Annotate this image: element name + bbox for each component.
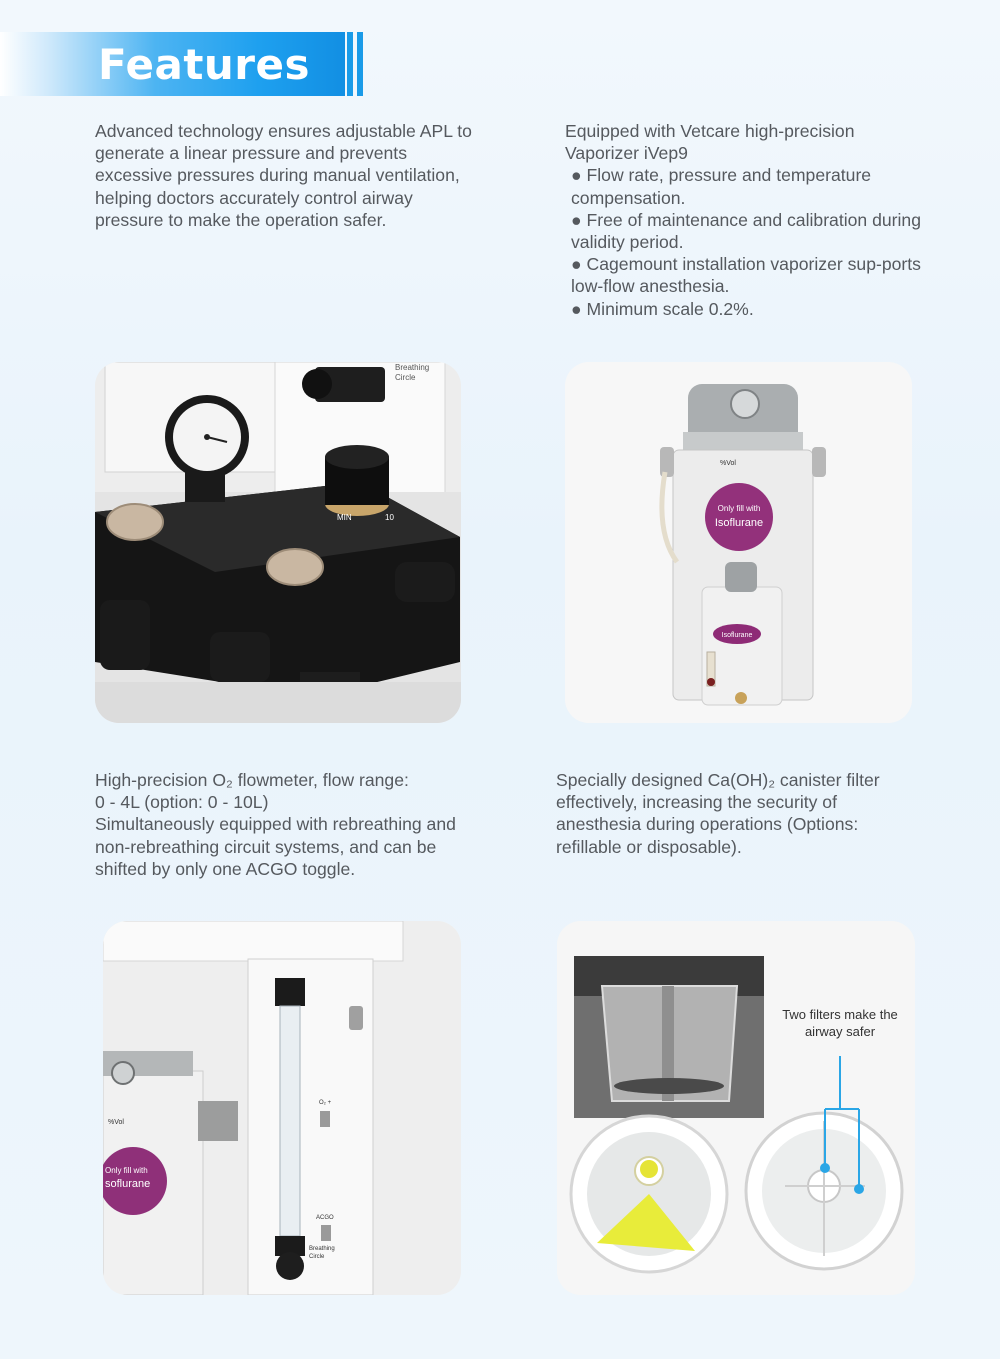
- vol-label: %Vol: [108, 1119, 124, 1126]
- vaporizer-bullet: ● Flow rate, pressure and temperature compensation.: [571, 165, 872, 208]
- circle-label: Circle: [309, 1254, 325, 1260]
- flowmeter-line: High-precision O₂ flowmeter, flow range:: [95, 770, 409, 790]
- ten-label: 10: [385, 513, 394, 522]
- vaporizer-photo: [565, 362, 912, 723]
- page-title: Features: [98, 40, 310, 89]
- banner-accent-bar: [347, 32, 353, 96]
- o2-label: O₂ +: [319, 1100, 332, 1106]
- min-label: MIN: [337, 513, 352, 522]
- flowmeter-line: 0 - 4L (option: 0 - 10L): [95, 792, 269, 813]
- vaporizer-bullet: ● Minimum scale 0.2%.: [571, 298, 754, 319]
- canister-text: Specially designed Ca(OH)₂ canister filter effectively, increasing the security of anesthesia during operations (Options: refillable or disposable).: [556, 770, 880, 857]
- only-fill-label: Only fill with: [717, 504, 761, 513]
- canister-description: [556, 769, 916, 858]
- flowmeter-line: Simultaneously equipped with rebreathing and non-rebreathing circuit systems, and can be shifted by only one ACGO toggle.: [95, 814, 456, 879]
- apl-valve-photo: [95, 362, 461, 723]
- apl-text: Advanced technology ensures adjustable APL to generate a linear pressure and prevents excessive pressures during manual ventilation, helping doctors accurately control airway pressure to make the operation safer.: [95, 121, 472, 230]
- isoflurane-small-label: Isoflurane: [721, 632, 753, 639]
- breathing-label: Breathing: [395, 363, 430, 372]
- filters-callout: Two filters make the airway safer: [782, 1007, 898, 1039]
- acgo-label: ACGO: [316, 1215, 334, 1221]
- apl-description: [95, 120, 475, 231]
- breathing-label: Breathing: [309, 1246, 335, 1252]
- vaporizer-description: [565, 120, 925, 320]
- flowmeter-photo: [103, 921, 461, 1295]
- flowmeter-description: [95, 769, 475, 880]
- vaporizer-bullet: ● Free of maintenance and calibration during validity period.: [571, 209, 922, 253]
- banner-accent-bar: [357, 32, 363, 96]
- circle-label: Circle: [395, 373, 416, 382]
- vaporizer-bullet: ● Cagemount installation vaporizer sup-ports low-flow anesthesia.: [571, 254, 921, 297]
- canister-photo: [557, 921, 915, 1295]
- vol-label: %Vol: [720, 460, 736, 467]
- vaporizer-intro: Equipped with Vetcare high-precision Vaporizer iVep9: [565, 121, 855, 164]
- isoflurane-label: Isoflurane: [714, 517, 764, 529]
- isoflurane-label: soflurane: [105, 1178, 151, 1190]
- only-fill-label: Only fill with: [105, 1166, 148, 1175]
